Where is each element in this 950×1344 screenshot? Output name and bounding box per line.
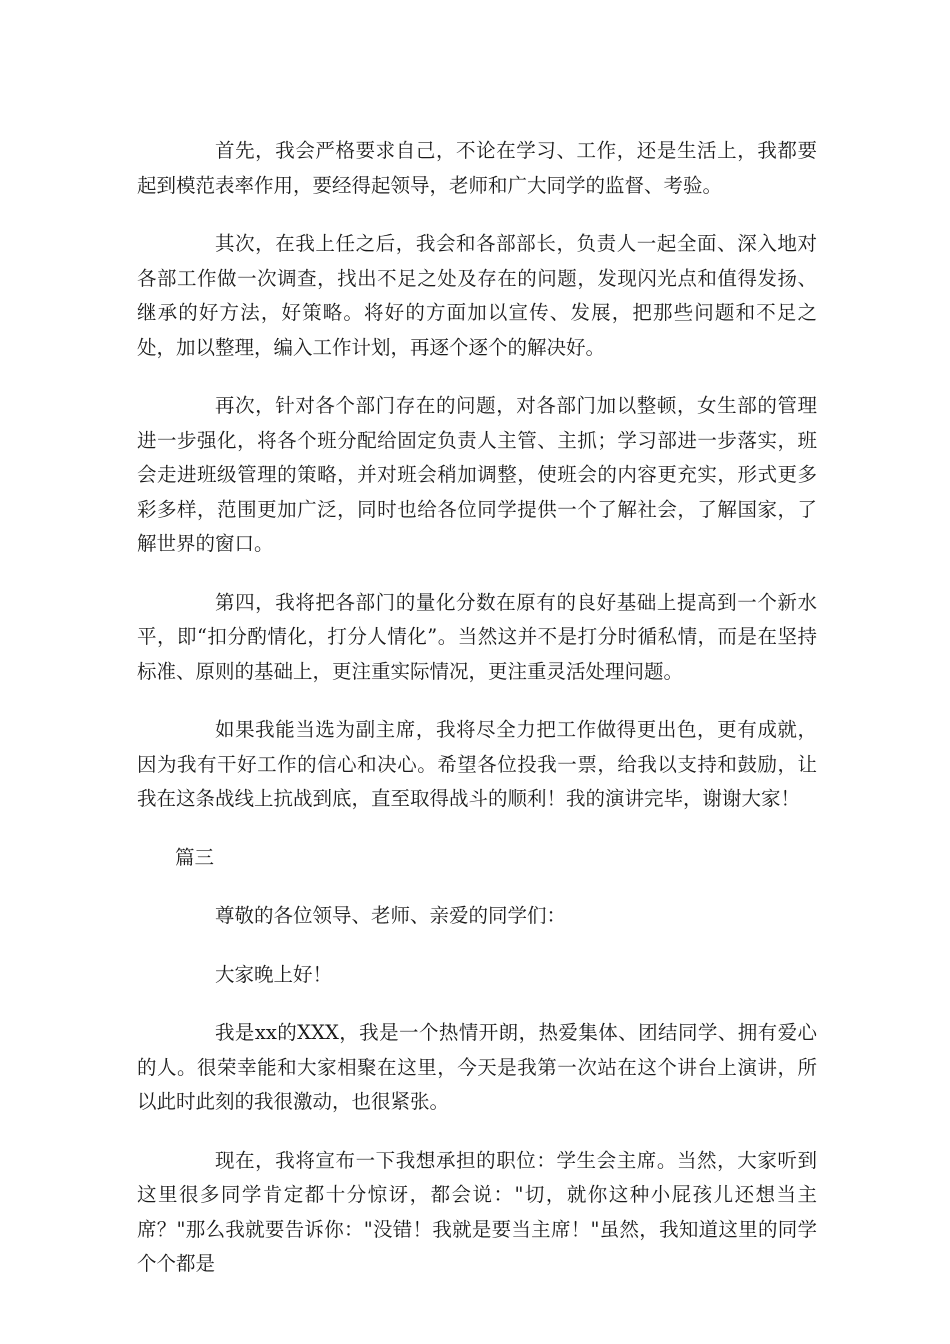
paragraph-salutation: 尊敬的各位领导、老师、亲爱的同学们： (215, 904, 567, 927)
paragraph-greeting: 大家晚上好！ (215, 962, 333, 986)
document-body (137, 134, 817, 1306)
paragraph-second: 其次，在我上任之后，我会和各部部长，负责人一起全面、深入地对各部工作做一次调查，找出不足之处及存在的问题，发现闪光点和值得发扬、继承的好方法，好策略。将好的方面加以宣传、发展，把那些问题和不足之处，加以整理，编入工作计划，再逐个逐个的解决好。 (137, 232, 817, 359)
paragraph-fourth: 第四，我将把各部门的量化分数在原有的良好基础上提高到一个新水平，即“扣分酌情化，打分人情化”。当然这并不是打分时循私情，而是在坚持标准、原则的基础上，更注重实际情况，更注重灵活处理问题。 (137, 590, 817, 683)
paragraph-position: 现在，我将宣布一下我想承担的职位：学生会主席。当然，大家听到这里很多同学肯定都十分惊讶，都会说："切，就你这种小屁孩儿还想当主席？"那么我就要告诉你："没错！我就是要当主席！"虽然，我知道这里的同学个个都是 (137, 1148, 817, 1275)
paragraph-introduction: 我是xx的XXX，我是一个热情开朗，热爱集体、团结同学、拥有爱心的人。很荣幸能和大家相聚在这里，今天是我第一次站在这个讲台上演讲，所以此时此刻的我很激动，也很紧张。 (137, 1021, 817, 1113)
paragraph-first: 首先，我会严格要求自己，不论在学习、工作，还是生活上，我都要起到模范表率作用，要经得起领导，老师和广大同学的监督、考验。 (137, 139, 817, 197)
section-title: 篇三 (175, 845, 215, 869)
paragraph-conclusion: 如果我能当选为副主席，我将尽全力把工作做得更出色，更有成就，因为我有干好工作的信心和决心。希望各位投我一票，给我以支持和鼓励，让我在这条战线上抗战到底，直至取得战斗的顺利！我的演讲完毕，谢谢大家！ (137, 718, 817, 810)
paragraph-third: 再次，针对各个部门存在的问题，对各部门加以整顿，女生部的管理进一步强化，将各个班分配给固定负责人主管、主抓；学习部进一步落实，班会走进班级管理的策略，并对班会稍加调整，使班会的内容更充实，形式更多彩多样，范围更加广泛，同时也给各位同学提供一个了解社会，了解国家，了解世界的窗口。 (137, 394, 817, 555)
